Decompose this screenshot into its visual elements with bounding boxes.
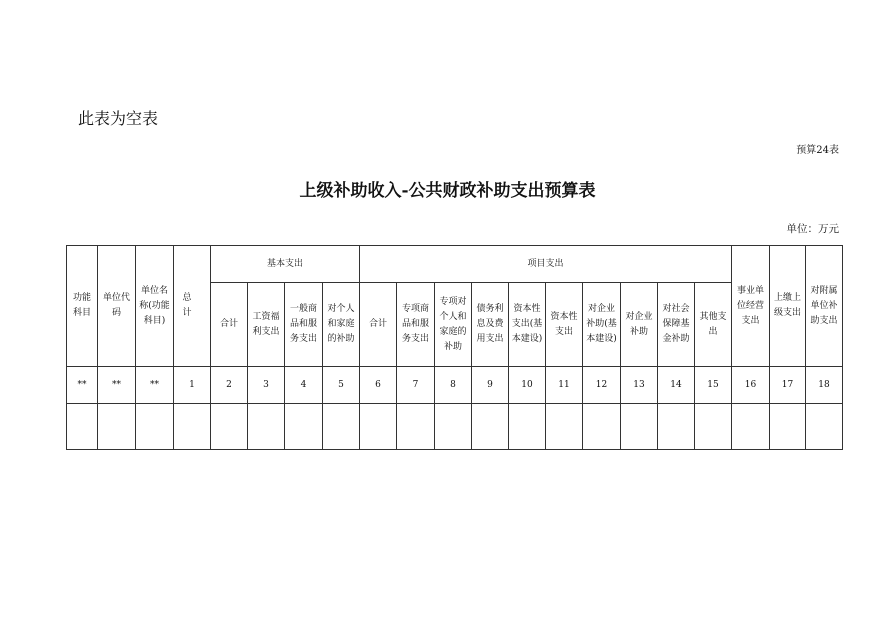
index-cell: 12 (583, 367, 621, 404)
empty-cell (360, 404, 397, 450)
index-cell: 3 (248, 367, 285, 404)
header-upper: 上缴上级支出 (770, 246, 806, 367)
index-cell: 18 (806, 367, 843, 404)
index-cell: 7 (397, 367, 435, 404)
empty-cell (732, 404, 770, 450)
empty-cell (583, 404, 621, 450)
index-cell: 8 (435, 367, 472, 404)
index-cell: 10 (509, 367, 546, 404)
header-unit-name: 单位名称(功能科目) (136, 246, 174, 367)
index-cell: 9 (472, 367, 509, 404)
index-cell: 15 (695, 367, 732, 404)
empty-cell (658, 404, 695, 450)
index-cell: 16 (732, 367, 770, 404)
header-affiliated: 对附属单位补助支出 (806, 246, 843, 367)
index-cell: 17 (770, 367, 806, 404)
empty-cell (621, 404, 658, 450)
index-cell: 5 (323, 367, 360, 404)
index-row (67, 367, 843, 404)
empty-cell (67, 404, 98, 450)
empty-cell (806, 404, 843, 450)
index-cell: ** (136, 367, 174, 404)
header-basic-col: 一般商品和服务支出 (285, 283, 323, 367)
empty-cell (174, 404, 211, 450)
empty-table-note: 此表为空表 (78, 109, 159, 128)
empty-cell (397, 404, 435, 450)
index-cell: 13 (621, 367, 658, 404)
unit-label: 单位：万元 (786, 223, 839, 235)
header-project-col: 资本性支出 (546, 283, 583, 367)
header-unit-code: 单位代码 (98, 246, 136, 367)
header-project-col: 合计 (360, 283, 397, 367)
empty-cell (546, 404, 583, 450)
header-basic-col: 工资福利支出 (248, 283, 285, 367)
header-project-col: 对社会保障基金补助 (658, 283, 695, 367)
empty-cell (248, 404, 285, 450)
empty-cell (509, 404, 546, 450)
empty-data-row (67, 404, 843, 450)
header-project-col: 专项商品和服务支出 (397, 283, 435, 367)
index-cell: 14 (658, 367, 695, 404)
index-cell: 1 (174, 367, 211, 404)
header-project-col: 债务利息及费用支出 (472, 283, 509, 367)
budget-table (66, 245, 843, 450)
empty-cell (472, 404, 509, 450)
header-group-basic: 基本支出 (211, 246, 360, 283)
empty-cell (211, 404, 248, 450)
header-business: 事业单位经营支出 (732, 246, 770, 367)
header-group-project: 项目支出 (360, 246, 732, 283)
index-cell: ** (67, 367, 98, 404)
empty-cell (695, 404, 732, 450)
header-project-col: 对企业补助(基本建设) (583, 283, 621, 367)
empty-cell (770, 404, 806, 450)
empty-cell (98, 404, 136, 450)
index-cell: ** (98, 367, 136, 404)
index-cell: 4 (285, 367, 323, 404)
header-func-subject: 功能科目 (67, 246, 98, 367)
header-project-col: 对企业补助 (621, 283, 658, 367)
header-total: 总 计 (174, 246, 211, 367)
header-project-col: 其他支出 (695, 283, 732, 367)
header-project-col: 专项对个人和家庭的补助 (435, 283, 472, 367)
empty-cell (435, 404, 472, 450)
index-cell: 6 (360, 367, 397, 404)
form-number: 预算24表 (796, 145, 839, 156)
index-cell: 2 (211, 367, 248, 404)
index-cell: 11 (546, 367, 583, 404)
header-project-col: 资本性支出(基本建设) (509, 283, 546, 367)
empty-cell (136, 404, 174, 450)
empty-cell (323, 404, 360, 450)
page-title: 上级补助收入-公共财政补助支出预算表 (299, 181, 596, 201)
header-basic-col: 合计 (211, 283, 248, 367)
header-basic-col: 对个人和家庭的补助 (323, 283, 360, 367)
empty-cell (285, 404, 323, 450)
